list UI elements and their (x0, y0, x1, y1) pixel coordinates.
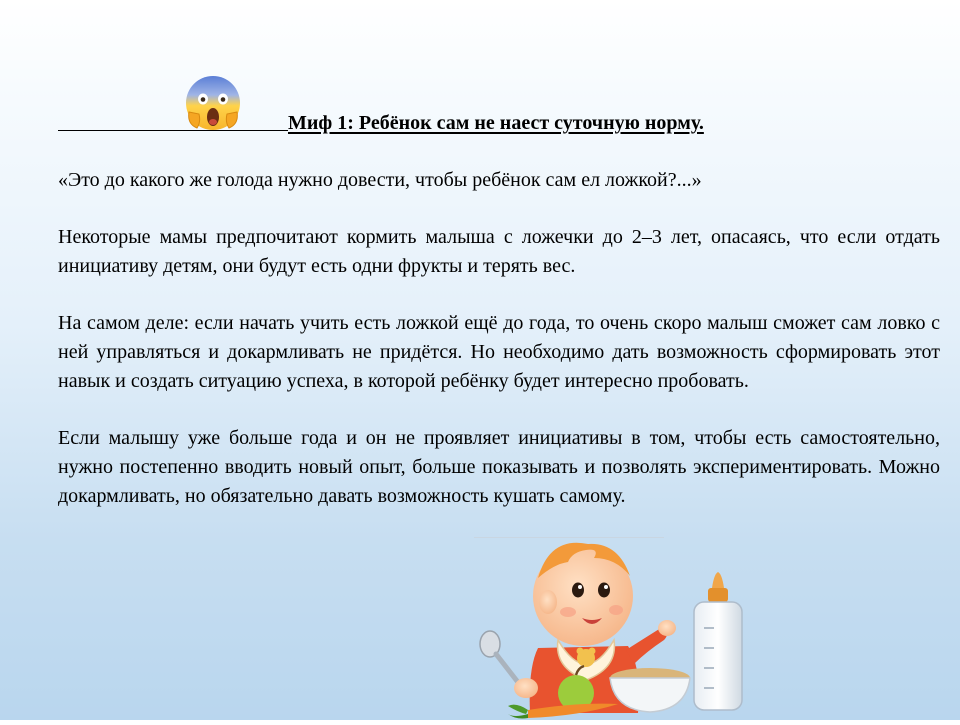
slide-title: Миф 1: Ребёнок сам не наест суточную норму. (288, 112, 704, 134)
baby-with-spoon-bottle-food-illustration (468, 528, 753, 720)
quote-paragraph: «Это до какого же голода нужно довести, чтобы ребёнок сам ел ложкой?...» (58, 169, 702, 191)
title-underline-lead (58, 110, 288, 131)
paragraph-1: Некоторые мамы предпочитают кормить малыша с ложечки до 2–3 лет, опасаясь, что если отдать инициативу детям, они будут есть одни фрукты и терять вес. (58, 226, 940, 277)
slide-body (58, 166, 940, 539)
slide-title-row (58, 108, 818, 138)
paragraph-2: На самом деле: если начать учить есть ложкой ещё до года, то очень скоро малыш сможет сам ловко с ней управляться и докармливать не придётся. Но необходимо дать возможность сформировать этот навык и создать ситуацию успеха, в которой ребёнку будет интересно пробовать. (58, 312, 940, 392)
bottle (694, 572, 742, 710)
paragraph-3: Если малышу уже больше года и он не проявляет инициативы в том, чтобы есть самостоятельно, нужно постепенно вводить новый опыт, больше показывать и позволять экспериментировать. Можно докармливать, но обязательно давать возможность кушать самому. (58, 427, 940, 507)
